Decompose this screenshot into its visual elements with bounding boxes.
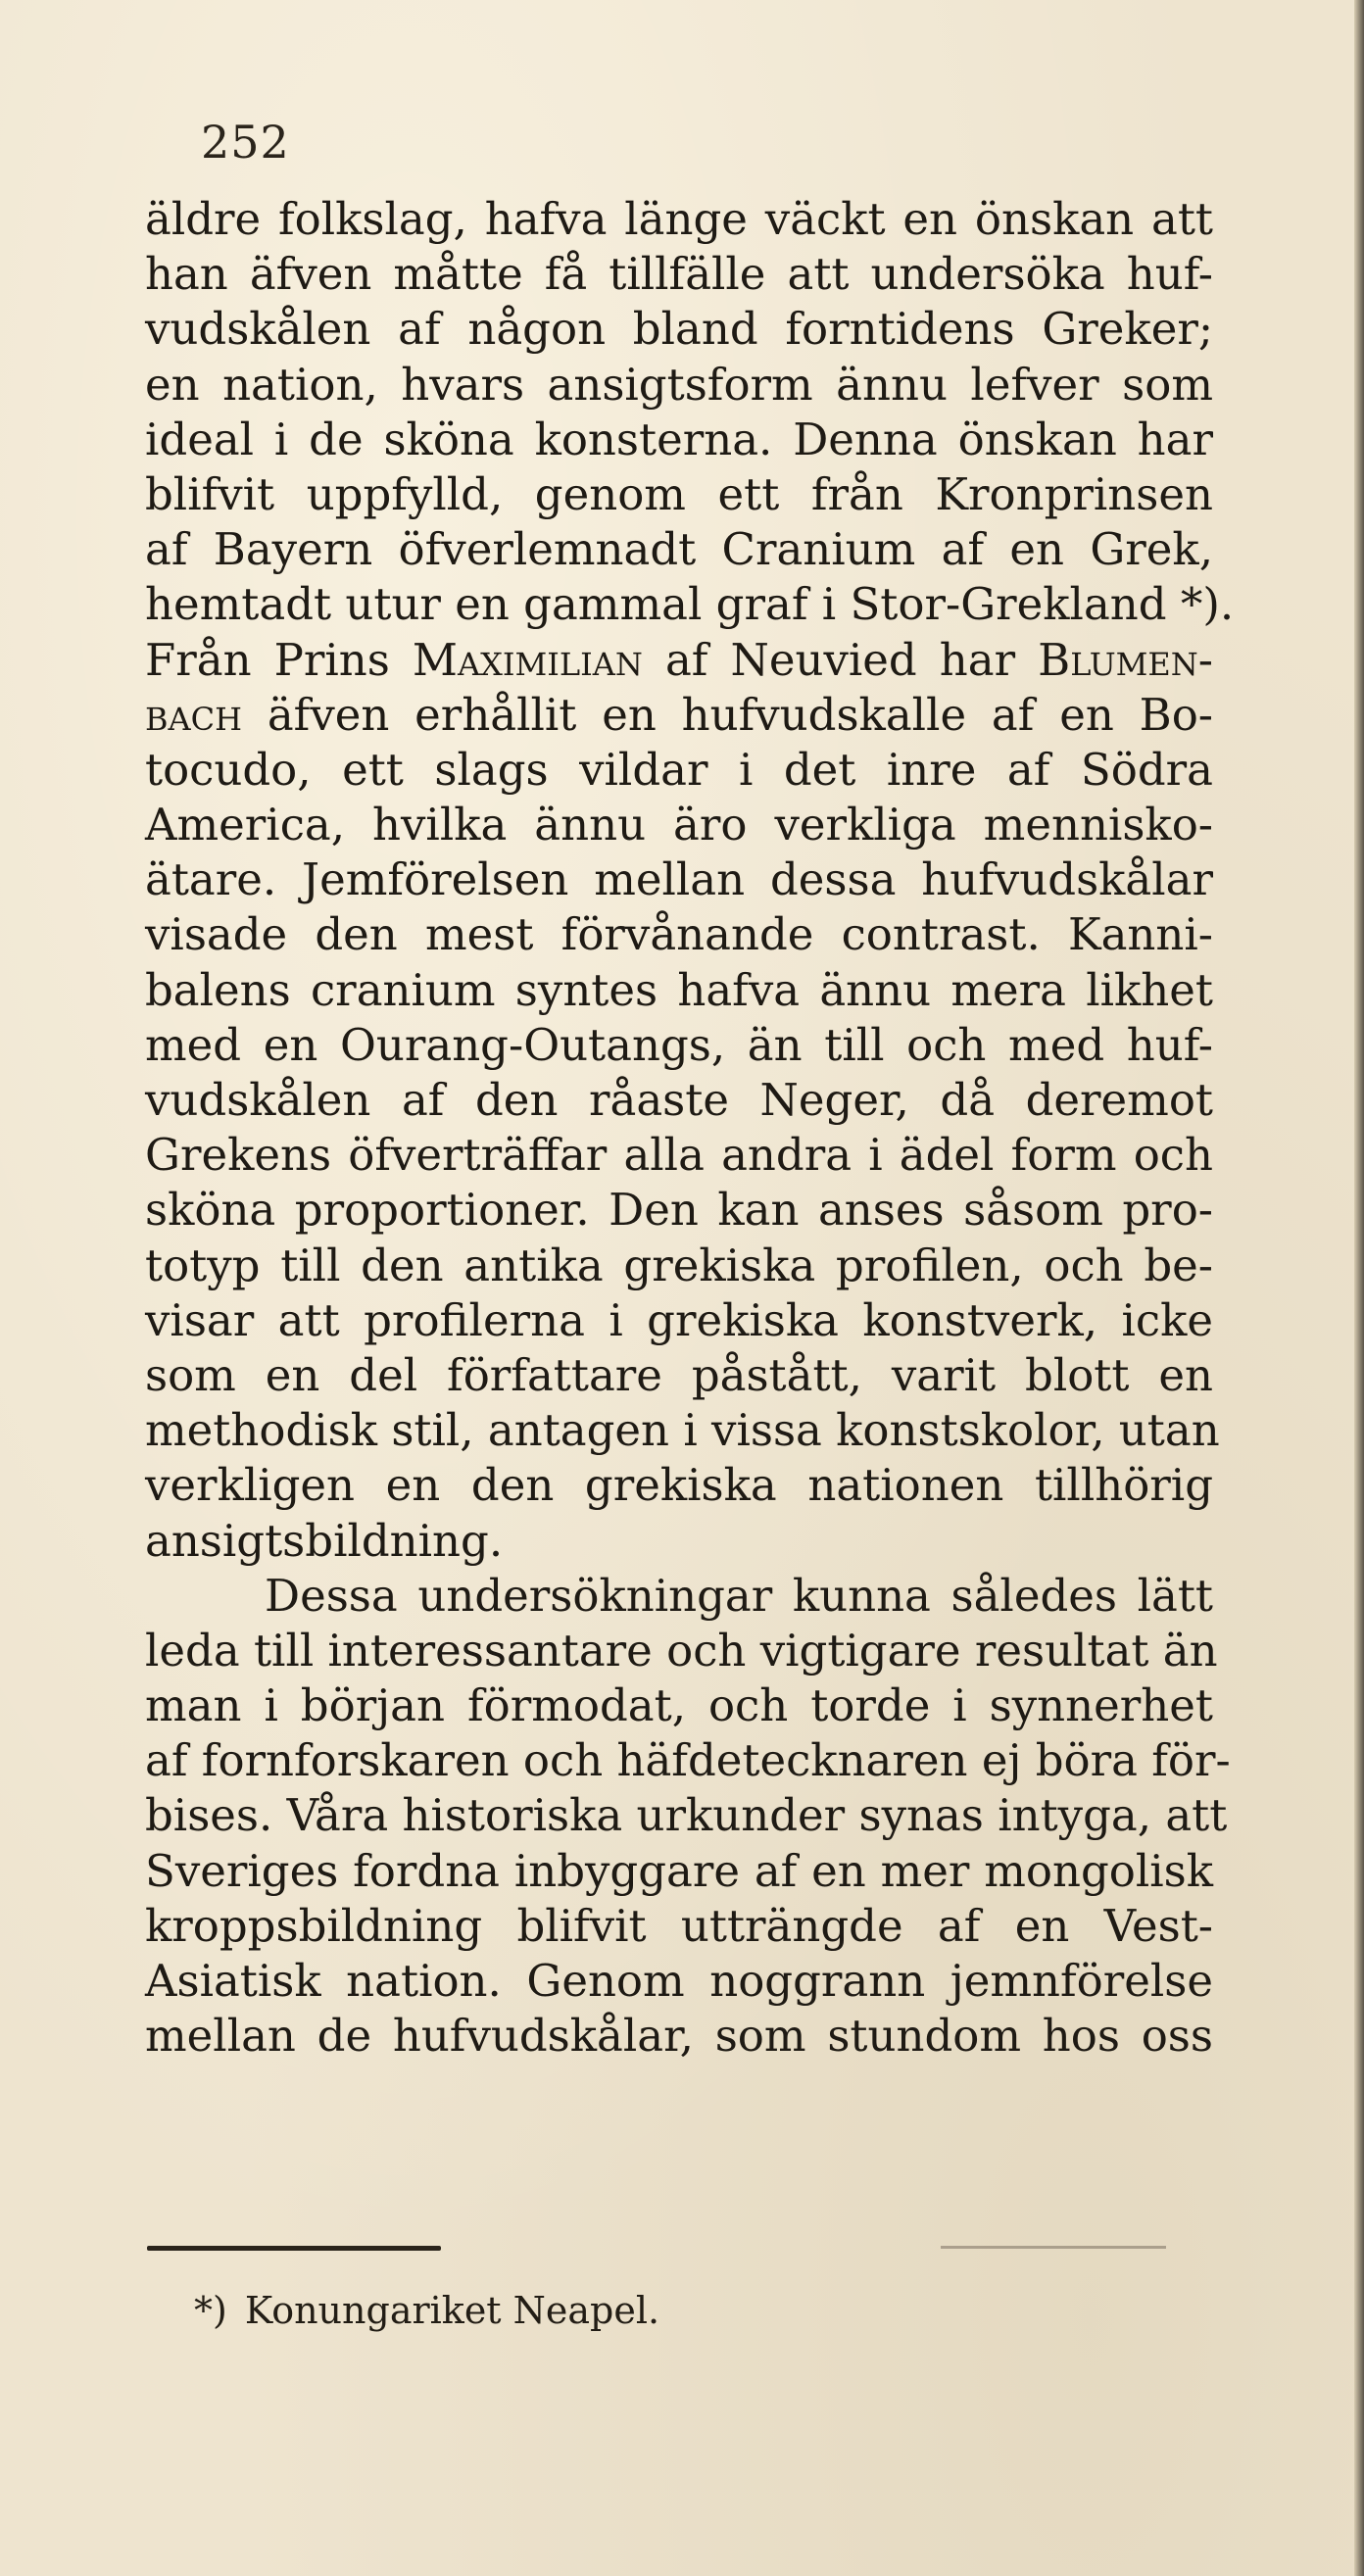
footnote-rule: [147, 2246, 441, 2251]
text-line: blifvit uppfylld, genom ett från Kronprinsen: [145, 467, 1213, 520]
text-segment: af Neuvied har: [642, 633, 1039, 686]
page-edge-shadow: [1354, 0, 1364, 2576]
text-line: äldre folkslag, hafva länge väckt en önskan att: [145, 193, 1213, 245]
text-line: leda till interessantare och vigtigare resultat än: [145, 1624, 1218, 1677]
text-line: som en del författare påstått, varit blott en: [145, 1348, 1213, 1401]
footnote: [194, 2289, 659, 2332]
text-line: mellan de hufvudskålar, som stundom hos oss: [145, 2010, 1213, 2063]
text-line: af Bayern öfverlemnadt Cranium af en Grek,: [145, 523, 1213, 576]
text-line: med en Ourang-Outangs, än till och med huf-: [145, 1018, 1213, 1071]
text-line: Asiatisk nation. Genom noggrann jemnförelse: [145, 1955, 1213, 2007]
text-line: kroppsbildning blifvit utträngde af en Vest-: [145, 1899, 1213, 1952]
text-line: en nation, hvars ansigtsform ännu lefver som: [145, 358, 1213, 411]
small-caps-name: Blumen-: [1038, 633, 1213, 686]
text-line: hemtadt utur en gammal graf i Stor-Grekland *).: [145, 578, 1235, 631]
text-line: [145, 633, 1213, 688]
text-line: Grekens öfverträffar alla andra i ädel form och: [145, 1129, 1213, 1182]
text-line: af fornforskaren och häfdetecknaren ej böra för-: [145, 1734, 1231, 1787]
text-line: bises. Våra historiska urkunder synas intyga, att: [145, 1789, 1228, 1842]
text-line: totyp till den antika grekiska profilen, och be-: [145, 1239, 1213, 1291]
footnote-mark: *): [194, 2289, 227, 2332]
footnote-text: Konungariket Neapel.: [244, 2289, 660, 2332]
text-line: man i början förmodat, och torde i synnerhet: [145, 1679, 1213, 1732]
body-text: [145, 192, 1235, 2064]
text-line: tocudo, ett slags vildar i det inre af Södra: [145, 743, 1213, 796]
text-line-paragraph-end: ansigtsbildning.: [145, 1514, 504, 1567]
text-line: visar att profilerna i grekiska konstverk, icke: [145, 1293, 1213, 1346]
small-caps-name: bach: [145, 688, 243, 741]
text-line: han äfven måtte få tillfälle att undersöka huf-: [145, 248, 1213, 301]
text-line: ätare. Jemförelsen mellan dessa hufvudskålar: [145, 853, 1213, 906]
text-segment: Från Prins: [145, 633, 413, 686]
text-line-paragraph-start: Dessa undersökningar kunna således lätt: [265, 1569, 1213, 1622]
text-line: vudskålen af någon bland forntidens Greker;: [145, 303, 1213, 356]
text-line: methodisk stil, antagen i vissa konstskolor, utan: [145, 1404, 1220, 1457]
text-line: [145, 688, 1213, 743]
text-line: balens cranium syntes hafva ännu mera likhet: [145, 963, 1213, 1016]
page-number: 252: [201, 116, 290, 169]
small-caps-name: Maximilian: [412, 633, 643, 686]
text-line: Sveriges fordna inbyggare af en mer mongolisk: [145, 1844, 1213, 1897]
text-segment: äfven erhållit en hufvudskalle af en Bo-: [242, 688, 1213, 741]
text-line: vudskålen af den råaste Neger, då deremot: [145, 1074, 1213, 1126]
text-line: ideal i de sköna konsterna. Denna önskan har: [145, 413, 1213, 465]
footnote-rule-faint: [941, 2246, 1166, 2249]
text-line: visade den mest förvånande contrast. Kanni-: [145, 908, 1213, 961]
text-line: America, hvilka ännu äro verkliga mennisko-: [145, 799, 1213, 851]
text-line: verkligen en den grekiska nationen tillhörig: [145, 1459, 1213, 1512]
text-line: sköna proportioner. Den kan anses såsom pro-: [145, 1184, 1213, 1237]
